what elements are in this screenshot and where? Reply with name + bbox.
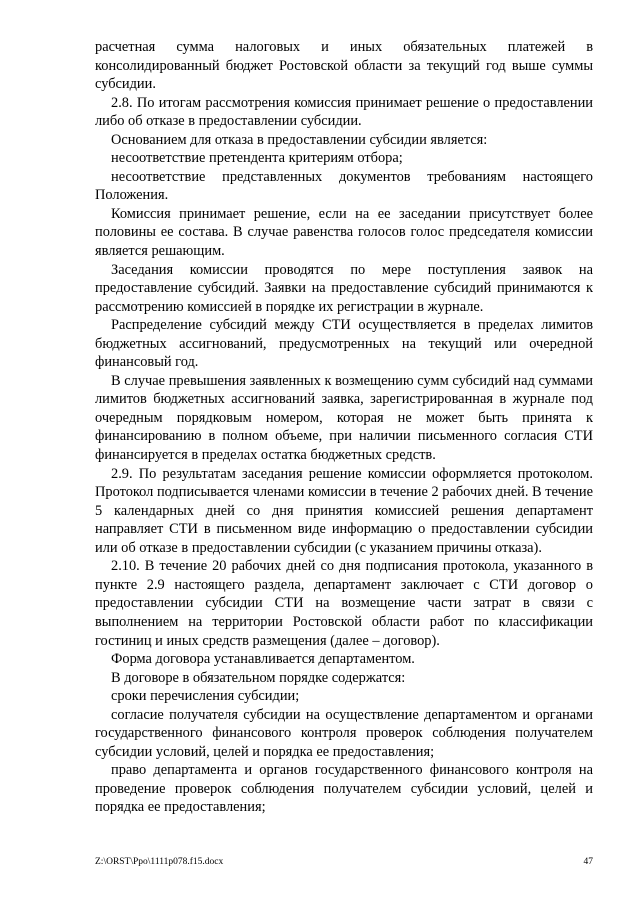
paragraph-continuation: расчетная сумма налоговых и иных обязательных платежей в консолидированный бюджет Ростовской области за текущий год выше суммы субсидии. xyxy=(95,39,593,93)
document-body xyxy=(95,38,593,817)
paragraph-2-9: 2.9. По результатам заседания решение комиссии оформляется протоколом. Протокол подписывается членами комиссии в течение 2 рабочих дней. В течение 5 календарных дней со дня принятия комиссией решения департамент направляет СТИ в письменном виде информацию о предоставлении субсидии или об отказе в предоставлении субсидии (с указанием причины отказа). xyxy=(95,465,593,556)
paragraph-inspection-right: право департамента и органов государственного финансового контроля на проведение проверок соблюдения получателем субсидии условий, целей и порядка ее предоставления; xyxy=(95,762,593,816)
paragraph-2-8: 2.8. По итогам рассмотрения комиссия принимает решение о предоставлении либо об отказе в предоставлении субсидии. xyxy=(95,94,593,130)
paragraph-2-10: 2.10. В течение 20 рабочих дней со дня подписания протокола, указанного в пункте 2.9 настоящего раздела, департамент заключает с СТИ договор о предоставлении субсидии СТИ на возмещение части затрат в связи с выполнением на территории Ростовской области работ по классификации гостиниц и иных средств размещения (далее – договор). xyxy=(95,558,593,649)
paragraph-distribution: Распределение субсидий между СТИ осуществляется в пределах лимитов бюджетных ассигнований, предусмотренных на текущий или очередной финансовый год. xyxy=(95,317,593,371)
page-footer xyxy=(95,855,593,869)
paragraph-recipient-consent: согласие получателя субсидии на осуществление департаментом и органами государственного финансового контроля проверок соблюдения получателем субсидии условий, целей и порядка ее предоставления; xyxy=(95,706,593,760)
paragraph-meetings: Заседания комиссии проводятся по мере поступления заявок на предоставление субсидий. Заявки на предоставление субсидий принимаются к рассмотрению комиссией в порядке их регистрации в журнале. xyxy=(95,261,593,315)
paragraph-excess: В случае превышения заявленных к возмещению сумм субсидий над суммами лимитов бюджетных ассигнований заявка, зарегистрированная в журнале под очередным порядковым номером, которая не может быть принята к финансированию в полном объеме, при наличии письменного согласия СТИ финансируется в пределах остатка бюджетных средств. xyxy=(95,372,593,464)
paragraph-quorum: Комиссия принимает решение, если на ее заседании присутствует более половины ее состава. В случае равенства голосов голос председателя комиссии является решающим. xyxy=(95,205,593,260)
paragraph-contract-form: Форма договора устанавливается департаментом. xyxy=(111,651,415,668)
file-path: Z:\ORST\Ppo\1111p078.f15.docx xyxy=(95,857,224,867)
paragraph-documents-mismatch: несоответствие представленных документов требованиям настоящего Положения. xyxy=(95,168,593,204)
paragraph-refusal-basis: Основанием для отказа в предоставлении субсидии является: xyxy=(111,131,488,148)
page-number: 47 xyxy=(583,857,593,867)
paragraph-transfer-terms: сроки перечисления субсидии; xyxy=(111,688,300,705)
paragraph-criteria-mismatch: несоответствие претендента критериям отбора; xyxy=(111,150,403,167)
paragraph-contract-contents: В договоре в обязательном порядке содержатся: xyxy=(111,669,406,686)
